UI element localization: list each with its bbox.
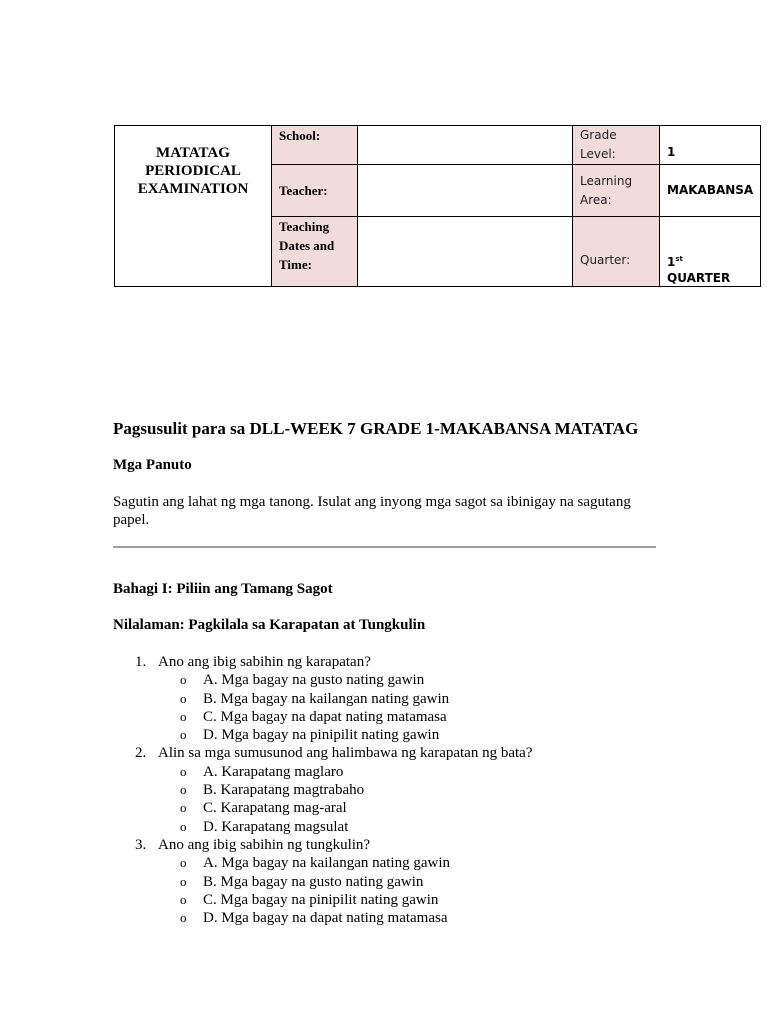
document-title: Pagsusulit para sa DLL-WEEK 7 GRADE 1-MAKABANSA MATATAG [113, 419, 639, 438]
option-item[interactable]: o D. Mga bagay na pinipilit nating gawin [180, 727, 440, 744]
question-text: Ano ang ibig sabihin ng karapatan? [158, 654, 371, 670]
bullet-icon: o [180, 891, 187, 907]
teacher-label: Teacher: [272, 165, 358, 217]
school-label: School: [272, 126, 358, 165]
bullet-icon: o [180, 855, 187, 871]
option-item[interactable]: o B. Mga bagay na kailangan nating gawin [180, 690, 450, 707]
quarter-value[interactable]: 1st QUARTER [660, 217, 761, 287]
exam-title: MATATAG PERIODICAL EXAMINATION [115, 126, 272, 287]
option-item[interactable]: o C. Mga bagay na dapat nating matamasa [180, 708, 447, 725]
option-item[interactable]: o C. Karapatang mag-aral [180, 800, 347, 817]
learning-area-label: Learning Area: [573, 165, 660, 217]
question-item [113, 653, 673, 744]
section-heading: Bahagi I: Piliin ang Tamang Sagot [113, 581, 333, 597]
bullet-icon: o [180, 727, 187, 743]
teacher-value[interactable] [358, 165, 573, 217]
grade-level-label: Grade Level: [573, 126, 660, 165]
grade-level-value[interactable]: 1 [660, 126, 761, 165]
instructions-text: Sagutin ang lahat ng mga tanong. Isulat ang inyong mga sagot sa ibinigay na sagutang papel. [113, 494, 631, 528]
question-list [113, 653, 673, 927]
option-item[interactable]: o B. Mga bagay na gusto nating gawin [180, 873, 424, 890]
topic-heading: Nilalaman: Pagkilala sa Karapatan at Tungkulin [113, 617, 426, 633]
instructions-heading: Mga Panuto [113, 457, 192, 473]
bullet-icon: o [180, 763, 187, 779]
quarter-label: Quarter: [573, 217, 660, 287]
option-item[interactable]: o A. Karapatang maglaro [180, 763, 344, 780]
question-item [113, 836, 673, 927]
teaching-dates-label: Teaching Dates and Time: [272, 217, 358, 287]
teaching-dates-value[interactable] [358, 217, 573, 287]
header-table [114, 125, 761, 287]
bullet-icon: o [180, 708, 187, 724]
option-list [158, 763, 673, 836]
question-item [113, 744, 673, 835]
option-item[interactable]: o D. Karapatang magsulat [180, 818, 349, 835]
option-list [158, 854, 673, 927]
bullet-icon: o [180, 800, 187, 816]
question-number: 1. [135, 654, 147, 670]
option-item[interactable]: o A. Mga bagay na gusto nating gawin [180, 672, 425, 689]
bullet-icon: o [180, 910, 187, 926]
learning-area-value[interactable]: MAKABANSA [660, 165, 761, 217]
option-item[interactable]: o C. Mga bagay na pinipilit nating gawin [180, 891, 439, 908]
school-value[interactable] [358, 126, 573, 165]
bullet-icon: o [180, 818, 187, 834]
option-list [158, 671, 673, 744]
question-number: 2. [135, 745, 147, 762]
option-item[interactable]: o D. Mga bagay na dapat nating matamasa [180, 910, 448, 927]
option-item[interactable]: o B. Karapatang magtrabaho [180, 782, 365, 799]
bullet-icon: o [180, 782, 187, 798]
option-item[interactable]: o A. Mga bagay na kailangan nating gawin [180, 855, 451, 872]
question-text: Ano ang ibig sabihin ng tungkulin? [158, 836, 371, 853]
bullet-icon: o [180, 672, 187, 688]
bullet-icon: o [180, 690, 187, 706]
bullet-icon: o [180, 873, 187, 889]
question-text: Alin sa mga sumusunod ang halimbawa ng karapatan ng bata? [158, 745, 533, 762]
horizontal-divider [113, 546, 656, 548]
question-number: 3. [135, 836, 147, 853]
